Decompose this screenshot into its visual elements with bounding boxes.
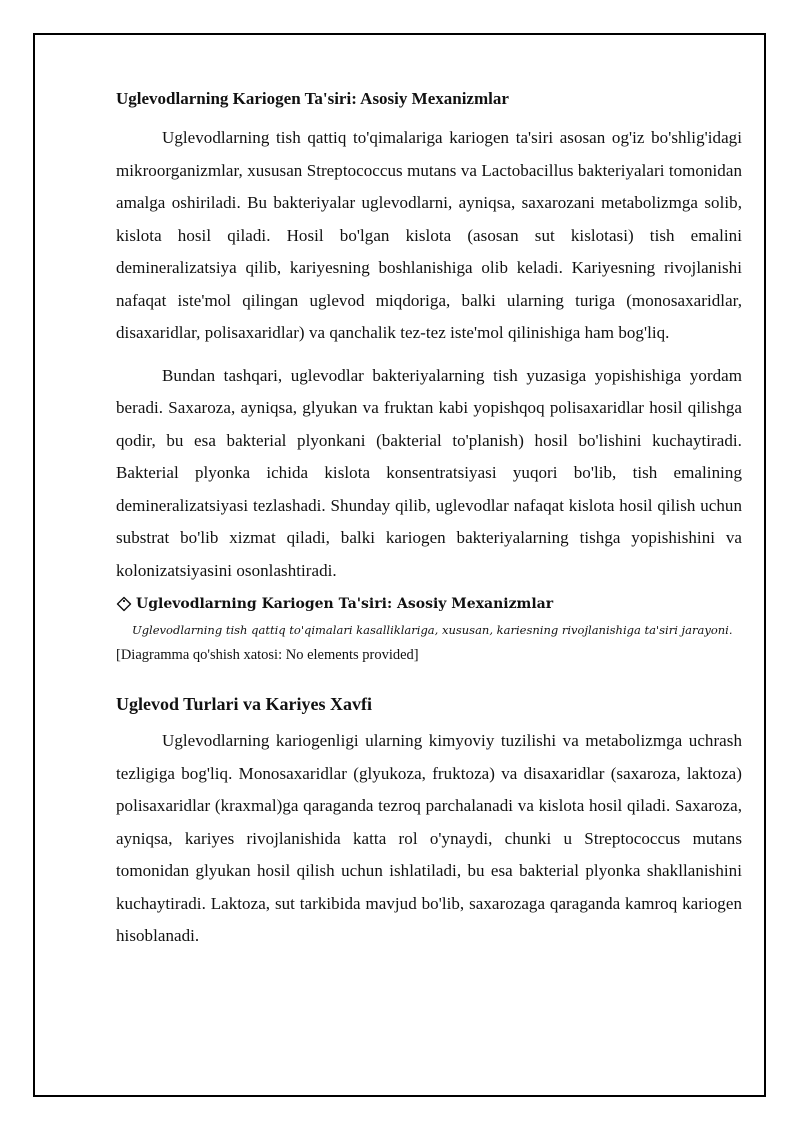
diagram-caption: Uglevodlarning tish qattiq to'qimalari kasalliklariga, xususan, kariesning rivojlanishiga ta'siri jarayoni. — [132, 623, 733, 637]
section-heading: Uglevod Turlari va Kariyes Xavfi — [116, 694, 372, 714]
paragraph: Uglevodlarning kariogenligi ularning kimyoviy tuzilishi va metabolizmga uchrash tezligiga bog'liq. Monosaxaridlar (glyukoza, fruktoza) va disaxaridlar (saxaroza, laktoza) polisaxaridlar (kraxmal)ga qaraganda tezroq parchalanadi va kislota hosil qiladi. Saxaroza, ayniqsa, kariyes rivojlanishida katta rol o'ynaydi, chunki u Streptococcus mutans tomonidan glyukan hosil qilish uchun ishlatiladi, bu esa bakterial plyonka shakllanishini kuchaytiradi. Laktoza, sut tarkibida mavjud bo'lib, saxarozaga qaraganda kamroq kariogen hisoblanadi. — [116, 731, 742, 945]
document-body — [116, 86, 742, 953]
section — [116, 691, 742, 953]
diagram-title: Uglevodlarning Kariogen Ta'siri: Asosiy Mexanizmlar — [136, 596, 554, 612]
section-heading: Uglevodlarning Kariogen Ta'siri: Asosiy Mexanizmlar — [116, 89, 509, 108]
paragraph: Uglevodlarning tish qattiq to'qimalariga kariogen ta'siri asosan og'iz bo'shlig'idagi mikroorganizmlar, xususan Streptococcus mutans va Lactobacillus bakteriyalari tomonidan amalga oshiriladi. Bu bakteriyalar uglevodlarni, ayniqsa, saxarozani metabolizmga solib, kislota hosil qiladi. Hosil bo'lgan kislota (asosan sut kislotasi) tish emalini demineralizatsiya qilib, kariyesning boshlanishiga olib keladi. Kariyesning rivojlanishi nafaqat iste'mol qilingan uglevod miqdoriga, balki ularning turiga (monosaxaridlar, disaxaridlar, polisaxaridlar) va qanchalik tez-tez iste'mol qilinishiga ham bog'liq. — [116, 128, 742, 342]
tag-icon — [116, 596, 132, 612]
paragraph: Bundan tashqari, uglevodlar bakteriyalarning tish yuzasiga yopishishiga yordam beradi. Saxaroza, ayniqsa, glyukan va fruktan kabi yopishqoq polisaxaridlar hosil qilishga qodir, bu esa bakterial plyonkani (bakterial to'planish) hosil bo'lishini kuchaytiradi. Bakterial plyonka ichida kislota konsentratsiyasi yuqori bo'lib, tish emalining demineralizatsiyasi tezlashadi. Shunday qilib, uglevodlar nafaqat kislota hosil qilish uchun substrat bo'lib xizmat qiladi, balki kariogen bakteriyalarning tishga yopishishini va kolonizatsiyasini osonlashtiradi. — [116, 365, 742, 580]
diagram-placeholder — [116, 593, 742, 665]
diagram-error-message: [Diagramma qo'shish xatosi: No elements provided] — [116, 647, 419, 663]
diagram-title-row — [116, 593, 742, 615]
